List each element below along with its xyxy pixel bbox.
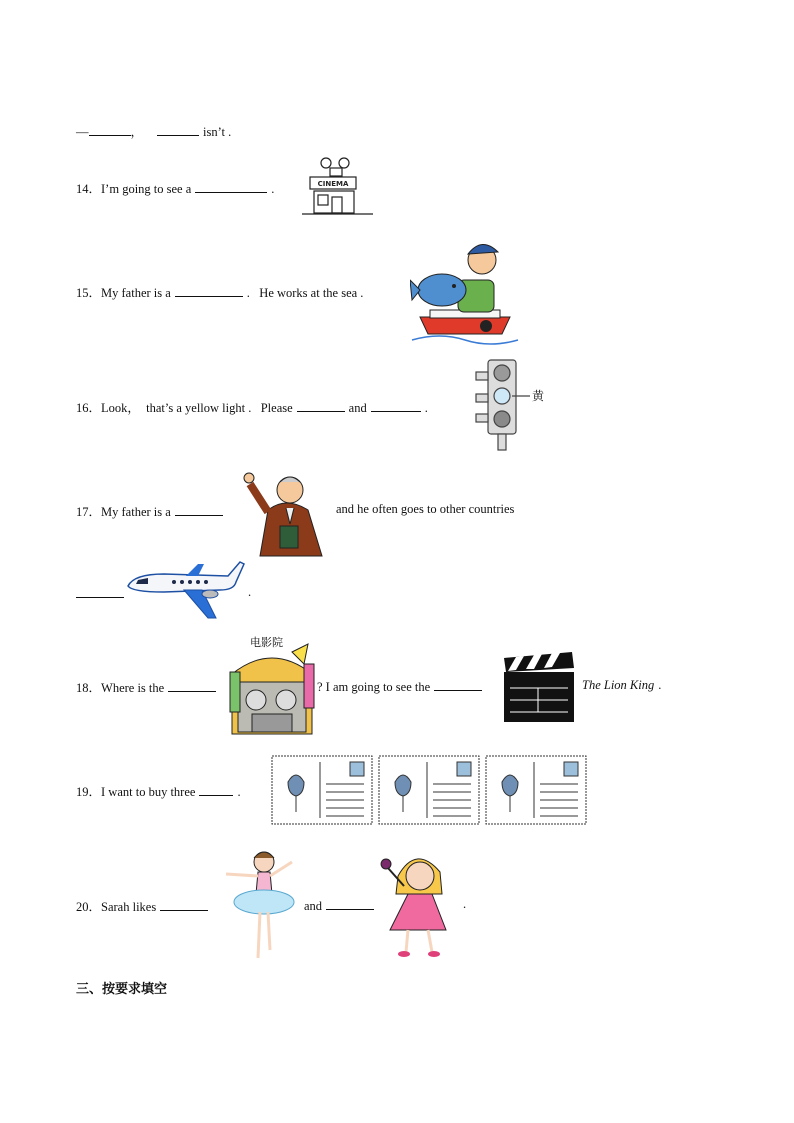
businessman-icon bbox=[238, 460, 333, 558]
answer-blank[interactable] bbox=[175, 503, 223, 516]
answer-blank[interactable] bbox=[76, 585, 124, 598]
question-text: Look， that’s a yellow light . Please bbox=[101, 401, 293, 415]
answer-blank[interactable] bbox=[326, 897, 374, 910]
building-label: 电影院 bbox=[250, 636, 283, 649]
suffix-text: isn’t . bbox=[203, 125, 232, 139]
question-number: 15． bbox=[76, 286, 102, 300]
question-18 bbox=[76, 678, 216, 696]
question-number: 16． bbox=[76, 401, 102, 415]
period: . bbox=[271, 182, 275, 196]
question-17-second-line bbox=[76, 585, 124, 598]
question-15 bbox=[76, 283, 363, 301]
postcards-icon bbox=[270, 754, 588, 826]
ballerina-icon bbox=[222, 846, 302, 964]
answer-blank[interactable] bbox=[297, 399, 345, 412]
period: . bbox=[463, 897, 467, 911]
question-18-continued bbox=[317, 678, 482, 695]
answer-blank[interactable] bbox=[168, 679, 216, 692]
question-text: and he often goes to other countries bbox=[336, 502, 515, 516]
period: . bbox=[424, 401, 428, 415]
question-text: I’m going to see a bbox=[101, 182, 192, 196]
question-17-end bbox=[248, 585, 251, 600]
question-18-title bbox=[582, 678, 661, 693]
question-17-continued bbox=[336, 502, 514, 517]
question-number: 14． bbox=[76, 182, 102, 196]
answer-blank[interactable] bbox=[195, 180, 267, 193]
question-text: Where is the bbox=[101, 681, 165, 695]
airplane-icon bbox=[124, 560, 246, 622]
question-20-end bbox=[463, 897, 466, 912]
film-title: The Lion King bbox=[582, 678, 655, 692]
light-label: 黄 bbox=[532, 389, 545, 403]
answer-blank[interactable] bbox=[175, 284, 243, 297]
question-14 bbox=[76, 179, 274, 197]
section-heading: 三、按要求填空 bbox=[76, 982, 168, 997]
singer-girl-icon bbox=[376, 846, 458, 960]
question-text: My father is a bbox=[101, 286, 171, 300]
answer-blank[interactable] bbox=[89, 123, 131, 136]
comma: ， bbox=[130, 125, 144, 139]
answer-line-13 bbox=[76, 122, 231, 140]
answer-blank[interactable] bbox=[157, 123, 199, 136]
question-20 bbox=[76, 897, 208, 915]
question-text: I want to buy three bbox=[101, 785, 196, 799]
question-17 bbox=[76, 502, 223, 520]
question-number: 18． bbox=[76, 681, 102, 695]
question-text: My father is a bbox=[101, 505, 171, 519]
period: . bbox=[248, 585, 252, 599]
period: . bbox=[658, 678, 662, 692]
cinema-sign-text: CINEMA bbox=[317, 180, 349, 188]
question-number: 17． bbox=[76, 505, 102, 519]
cinema-building-color-icon bbox=[226, 634, 318, 740]
answer-blank[interactable] bbox=[434, 678, 482, 691]
dash: — bbox=[76, 125, 89, 139]
question-20-continued bbox=[304, 897, 374, 914]
question-text: . He works at the sea . bbox=[246, 286, 364, 300]
question-text: Sarah likes bbox=[101, 900, 157, 914]
clapperboard-icon bbox=[502, 650, 576, 724]
question-number: 19． bbox=[76, 785, 102, 799]
question-text: ? I am going to see the bbox=[317, 680, 431, 694]
period: . bbox=[237, 785, 241, 799]
fisherman-icon bbox=[410, 232, 520, 347]
answer-blank[interactable] bbox=[199, 783, 233, 796]
question-19 bbox=[76, 782, 241, 800]
question-number: 20． bbox=[76, 900, 102, 914]
answer-blank[interactable] bbox=[160, 898, 208, 911]
question-16 bbox=[76, 398, 428, 416]
answer-blank[interactable] bbox=[371, 399, 421, 412]
cinema-building-icon bbox=[300, 155, 375, 217]
and-text: and bbox=[348, 401, 367, 415]
and-text: and bbox=[304, 899, 323, 913]
traffic-light-icon bbox=[472, 356, 552, 452]
